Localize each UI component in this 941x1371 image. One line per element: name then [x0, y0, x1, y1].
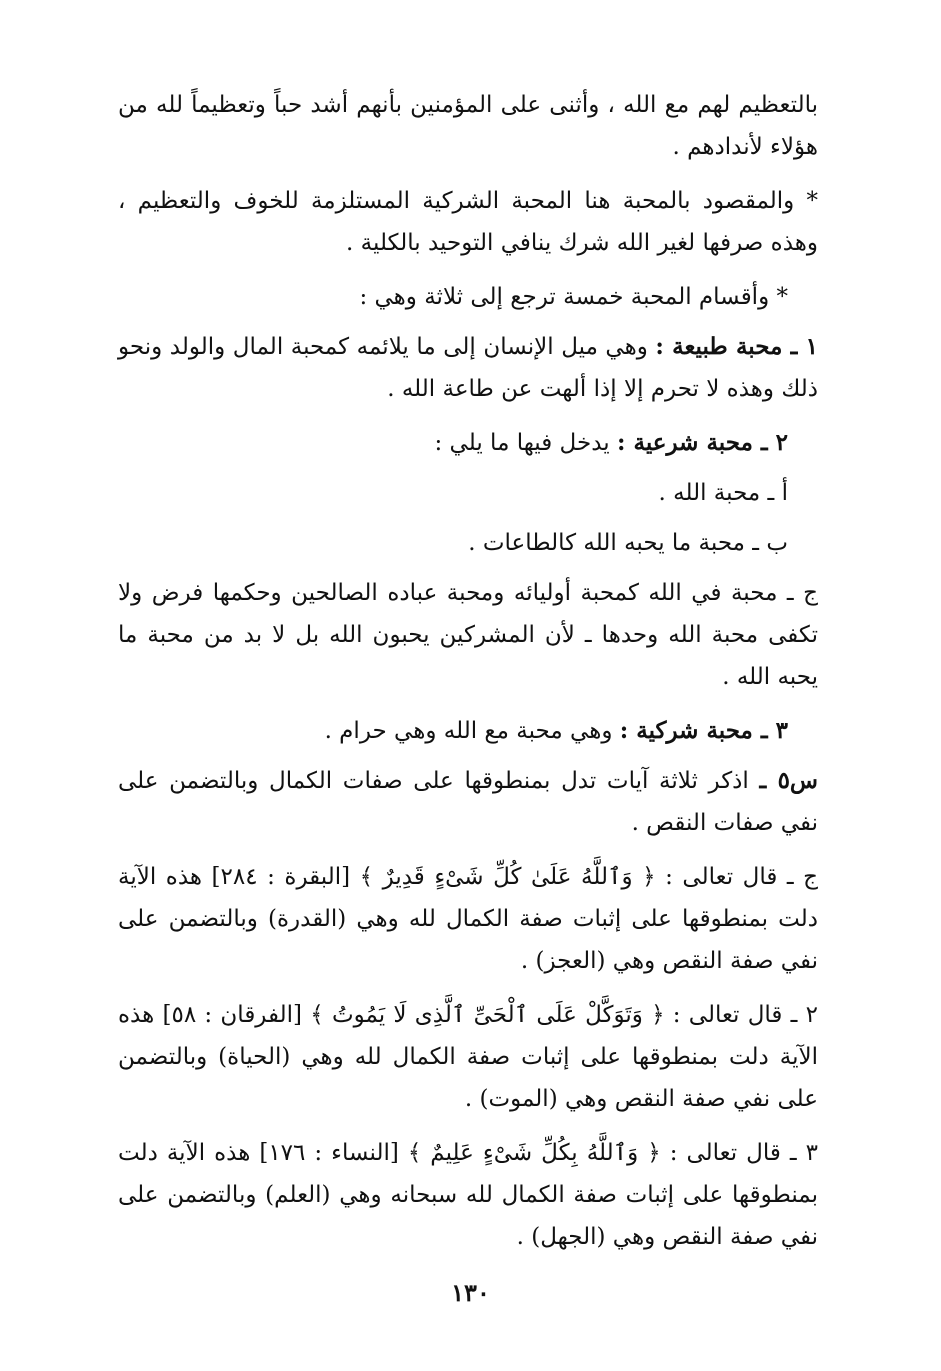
answer-2	[118, 994, 818, 1120]
paragraph-text: يدخل فيها ما يلي :	[434, 430, 617, 456]
paragraph-meaning	[118, 180, 818, 264]
paragraph-love-natural	[118, 326, 818, 410]
paragraph-text: ٣ ـ قال تعالى : ﴿ وَٱللَّهُ بِكُلِّ شَىْءٍ عَلِيمٌ ﴾ [النساء : ١٧٦] هذه الآية دلت بمنطوقها على إثبات صفة الكمال لله سبحانه وهي (العلم) وبالتضمن على نفي صفة النقص وهي (الجهل) .	[118, 1140, 818, 1250]
question-5	[118, 760, 818, 844]
list-item-b	[118, 522, 818, 564]
paragraph-text: ج ـ محبة في الله كمحبة أوليائه ومحبة عباده الصالحين وحكمها فرض ولا تكفى محبة الله وحدها ـ لأن المشركين يحبون الله بل لا بد من محبة ما يحبه الله .	[118, 580, 818, 690]
paragraph-text: وهي ميل الإنسان إلى ما يلائمه كمحبة المال والولد ونحو ذلك وهذه لا تحرم إلا إذا ألهت عن طاعة الله .	[118, 334, 818, 402]
paragraph-text: بالتعظيم لهم مع الله ، وأثنى على المؤمنين بأنهم أشد حباً وتعظيماً لله من هؤلاء لأندادهم .	[118, 92, 818, 160]
answer-1	[118, 856, 818, 982]
paragraph-text: ب ـ محبة ما يحبه الله كالطاعات .	[468, 530, 788, 556]
paragraph-lead: ٣ ـ محبة شركية :	[619, 717, 788, 744]
paragraph-love-legal	[118, 422, 818, 464]
paragraph-intro	[118, 84, 818, 168]
paragraph-text: * وأقسام المحبة خمسة ترجع إلى ثلاثة وهي :	[359, 284, 788, 310]
page-number: ١٣٠	[451, 1278, 490, 1307]
paragraph-love-shirk	[118, 710, 818, 752]
paragraph-text: أ ـ محبة الله .	[658, 480, 788, 506]
paragraph-text: * والمقصود بالمحبة هنا المحبة الشركية المستلزمة للخوف والتعظيم ، وهذه صرفها لغير الله شرك ينافي التوحيد بالكلية .	[118, 188, 818, 256]
page-body	[118, 84, 818, 1270]
paragraph-lead: ٢ ـ محبة شرعية :	[616, 429, 788, 456]
paragraph-text: ج ـ قال تعالى : ﴿ وَٱللَّهُ عَلَىٰ كُلِّ شَىْءٍ قَدِيرٌ ﴾ [البقرة : ٢٨٤] هذه الآية دلت بمنطوقها على إثبات صفة الكمال لله وهي (القدرة) وبالتضمن على نفي صفة النقص وهي (العجز) .	[118, 864, 818, 974]
paragraph-text: اذكر ثلاثة آيات تدل بمنطوقها على صفات الكمال وبالتضمن على نفي صفات النقص .	[118, 768, 818, 836]
paragraph-lead: ١ ـ محبة طبيعة :	[655, 333, 818, 360]
list-item-a	[118, 472, 818, 514]
list-item-c	[118, 572, 818, 698]
paragraph-divisions	[118, 276, 818, 318]
answer-3	[118, 1132, 818, 1258]
paragraph-text: وهي محبة مع الله وهي حرام .	[324, 718, 620, 744]
paragraph-text: ٢ ـ قال تعالى : ﴿ وَتَوَكَّلْ عَلَى ٱلْحَىِّ ٱلَّذِى لَا يَمُوتُ ﴾ [الفرقان : ٥٨] هذه الآية دلت بمنطوقها على إثبات صفة الكمال لله وهي (الحياة) وبالتضمن على نفي صفة النقص وهي (الموت) .	[118, 1002, 818, 1112]
question-label: س٥ ـ	[759, 767, 818, 794]
